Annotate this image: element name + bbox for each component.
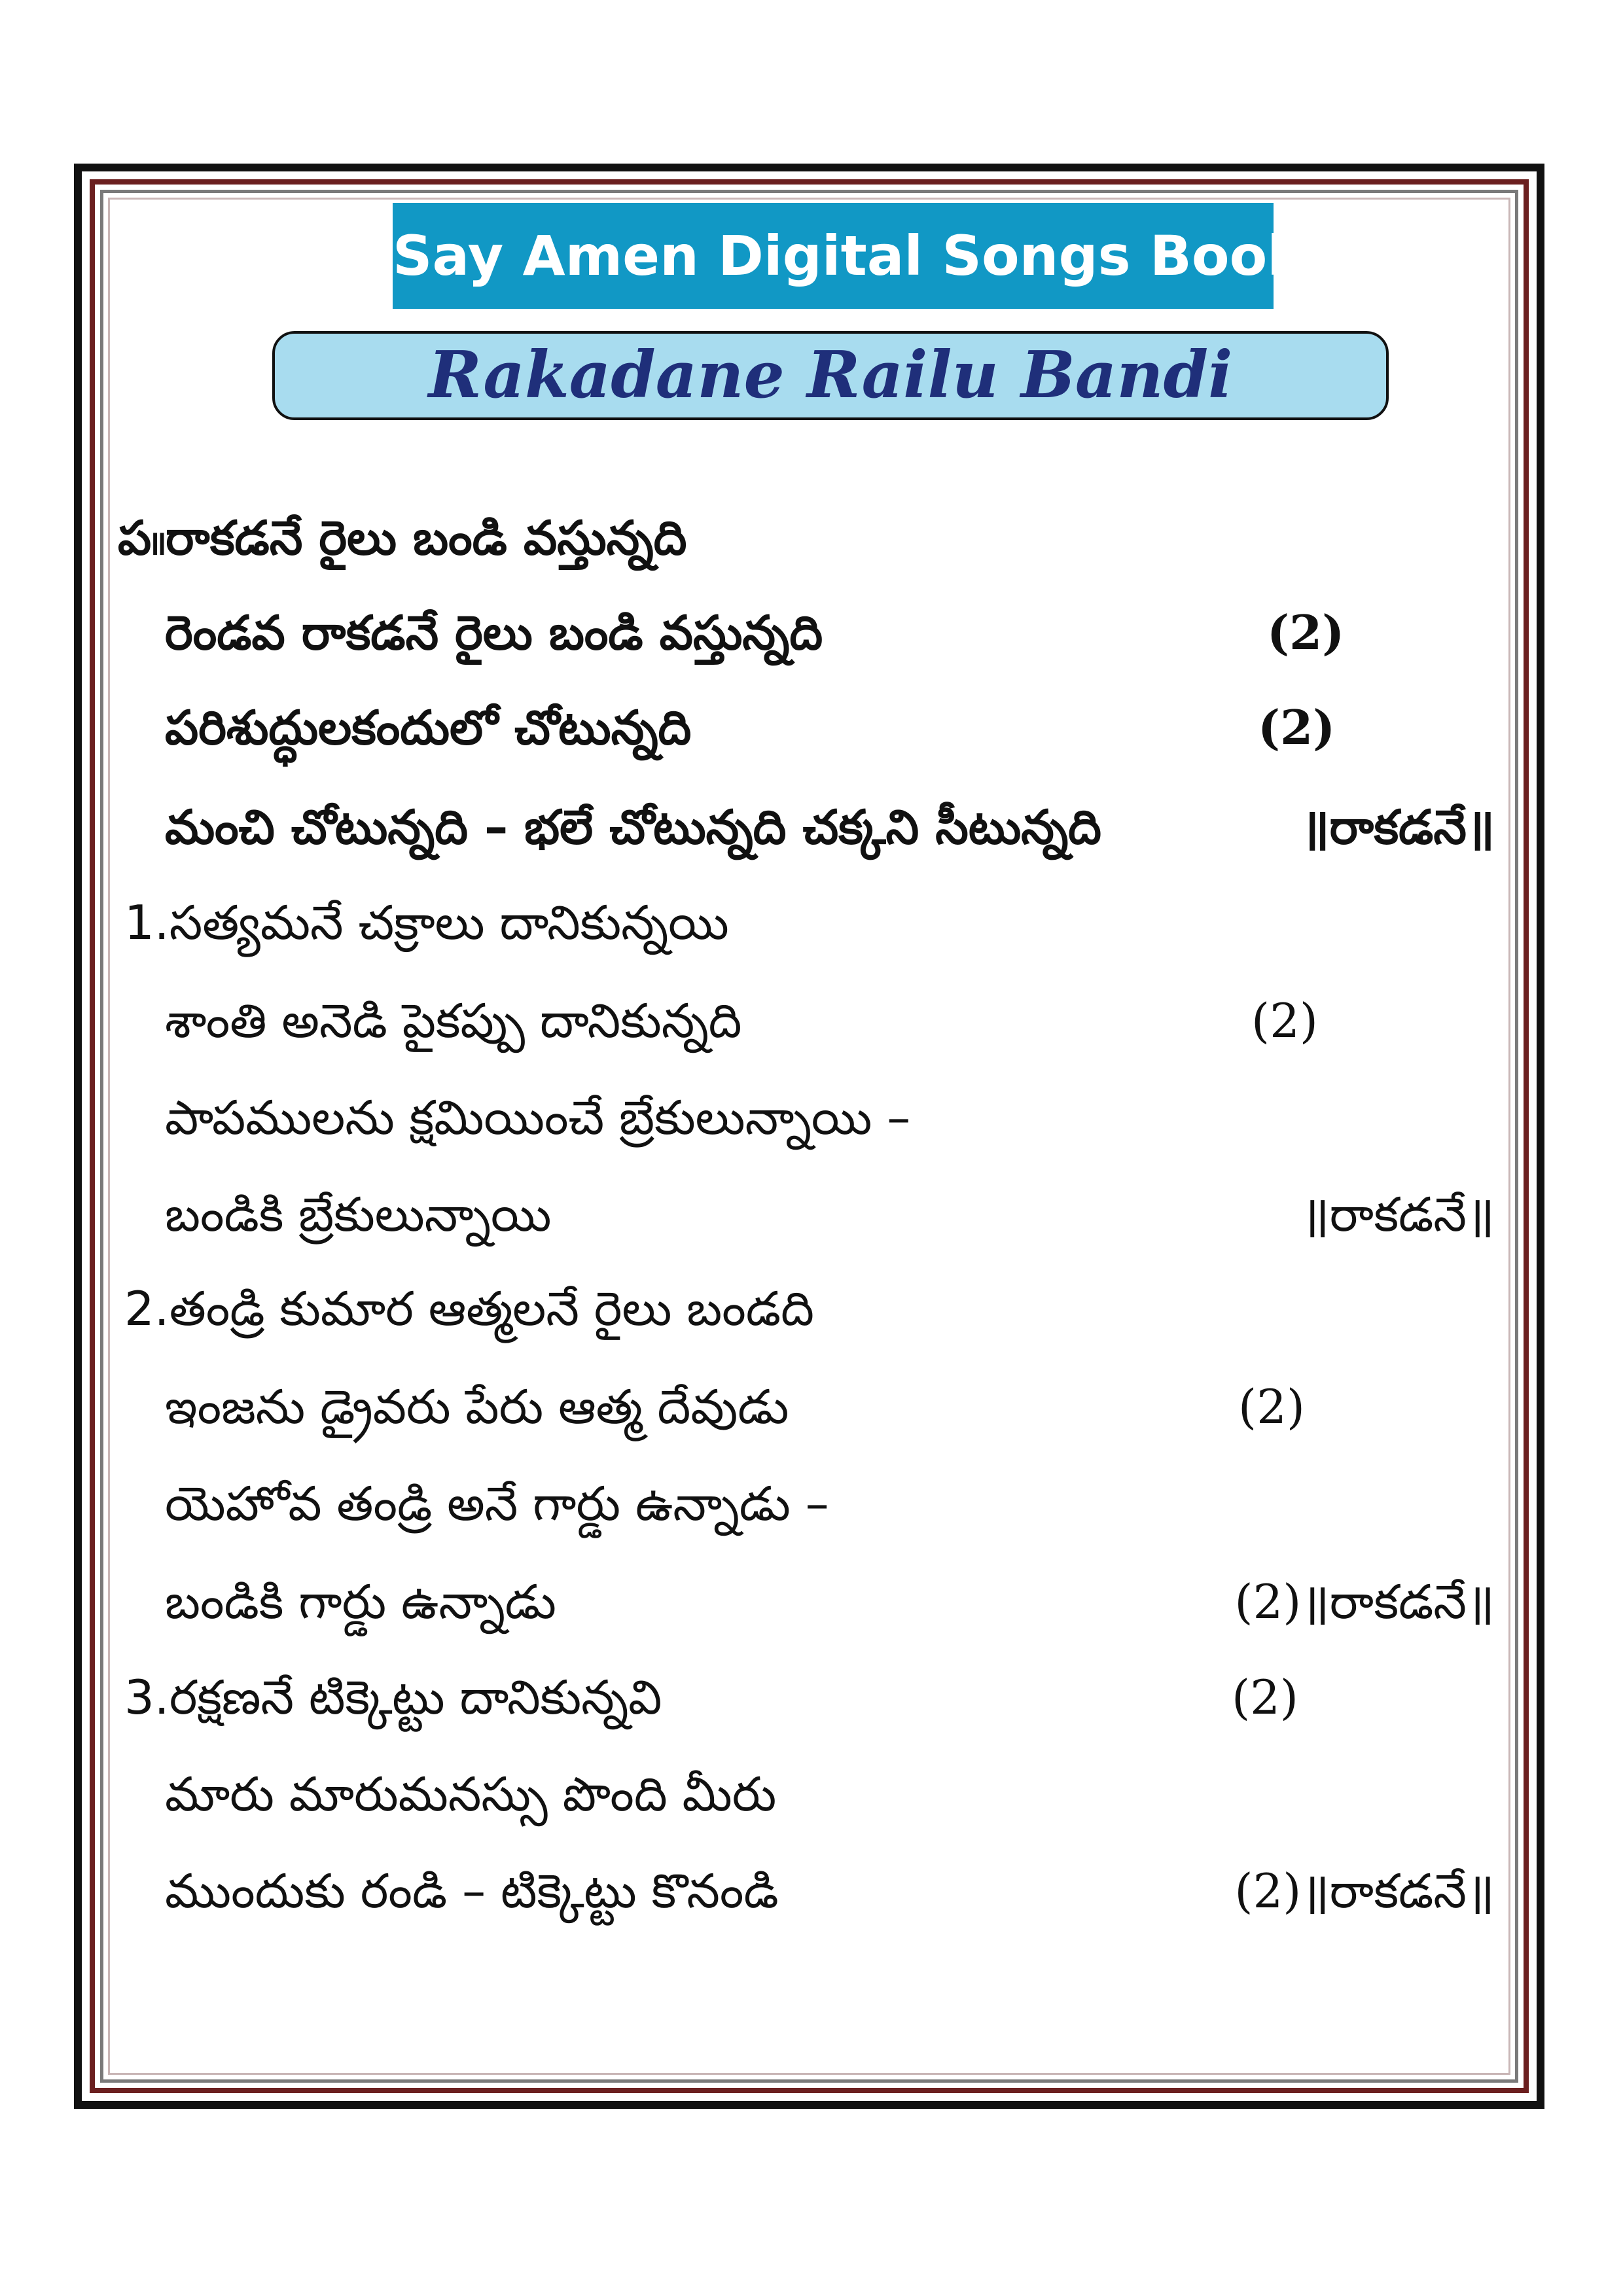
- refrain-marker: [1234, 1556, 1495, 1648]
- lyric-text: రెండవ రాకడనే రైలు బండి వస్తున్నది: [165, 605, 823, 660]
- lyric-text: పరిశుద్ధులకందులో చోటున్నది: [165, 700, 692, 755]
- lyric-text: మంచి చోటున్నది – భలే చోటున్నది చక్కని సీటున్నది: [165, 800, 1101, 855]
- lyric-line: [0, 1072, 1623, 1163]
- lyric-text: యెహోవ తండ్రి అనే గార్డు ఉన్నాడు –: [165, 1476, 829, 1531]
- lyric-line: [0, 1263, 1623, 1354]
- lyric-line: [0, 877, 1623, 968]
- lyric-text: బండికి గార్డు ఉన్నాడు: [165, 1574, 556, 1629]
- lyric-line: [0, 492, 1623, 584]
- lyric-line: [0, 975, 1623, 1067]
- refrain-text: ॥రాకడనే॥: [1301, 1863, 1495, 1918]
- lyric-text: 2.తండ్రి కుమార ఆత్మలనే రైలు బండది: [124, 1281, 814, 1336]
- lyric-text: పాపములను క్షమియించే బ్రేకులున్నాయి –: [165, 1090, 911, 1145]
- repeat-marker: (2): [1267, 605, 1345, 660]
- lyric-line: [0, 1748, 1623, 1840]
- lyric-line: [0, 1361, 1623, 1453]
- repeat-marker: (2): [1232, 1670, 1298, 1725]
- lyric-line: [0, 1845, 1623, 1937]
- refrain-marker: ॥రాకడనే॥: [1301, 1187, 1495, 1242]
- lyric-line: [0, 1169, 1623, 1260]
- lyric-text: శాంతి అనెడి పైకప్పు దానికున్నది: [165, 993, 742, 1048]
- book-title-banner: Say Amen Digital Songs Book: [393, 203, 1274, 309]
- lyric-line: [0, 1556, 1623, 1648]
- lyric-line: [0, 781, 1623, 873]
- repeat-marker: (2): [1234, 1863, 1302, 1918]
- lyric-text: మారు మారుమనస్సు పొంది మీరు: [165, 1767, 777, 1822]
- refrain-text: ॥రాకడనే॥: [1301, 1574, 1495, 1629]
- lyric-text: 1.సత్యమనే చక్రాలు దానికున్నయి: [124, 895, 729, 950]
- repeat-marker: (2): [1234, 1574, 1302, 1629]
- lyric-text: ప။రాకడనే రైలు బండి వస్తున్నది: [118, 510, 687, 565]
- refrain-marker: [1234, 1845, 1495, 1937]
- lyric-line: [0, 682, 1623, 773]
- lyric-text: బండికి బ్రేకులున్నాయి: [165, 1187, 552, 1242]
- lyric-line: [0, 587, 1623, 679]
- lyric-text: ఇంజను డ్రైవరు పేరు ఆత్మ దేవుడు: [165, 1379, 789, 1434]
- refrain-marker: ॥రాకడనే॥: [1301, 800, 1495, 855]
- repeat-marker: (2): [1251, 993, 1318, 1048]
- lyric-line: [0, 1458, 1623, 1549]
- lyric-line: [0, 1651, 1623, 1743]
- repeat-marker: (2): [1258, 699, 1336, 755]
- lyric-text: ముందుకు రండి – టిక్కెట్టు కొనండి: [165, 1863, 779, 1918]
- repeat-marker: (2): [1238, 1379, 1305, 1434]
- song-title-pill: Rakadane Railu Bandi: [272, 331, 1389, 420]
- lyric-text: 3.రక్షణనే టిక్కెట్టు దానికున్నవి: [124, 1670, 662, 1725]
